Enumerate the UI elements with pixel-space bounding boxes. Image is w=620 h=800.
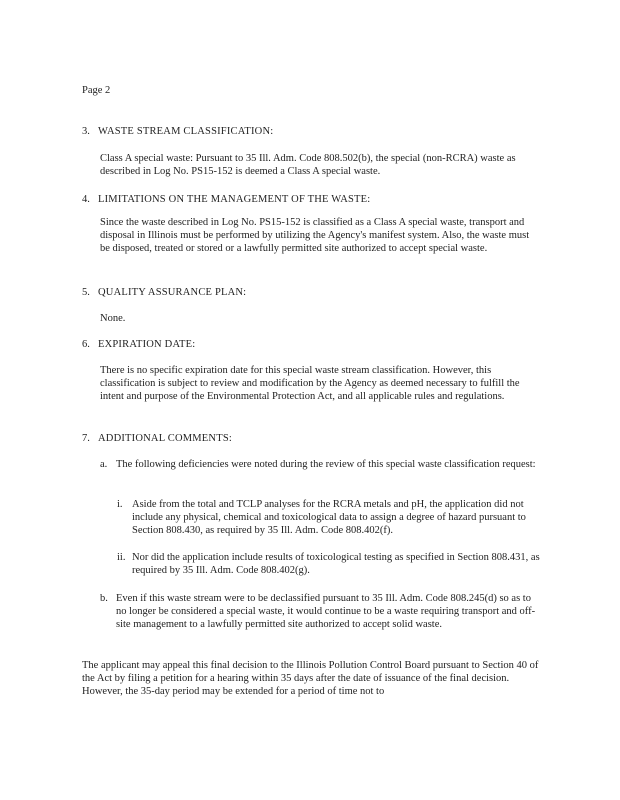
list-item-label: a.	[100, 459, 108, 470]
section-number: 4.	[82, 194, 90, 205]
section-number: 3.	[82, 126, 90, 137]
section-number: 6.	[82, 339, 90, 350]
list-item-label: b.	[100, 593, 108, 604]
section-title: WASTE STREAM CLASSIFICATION:	[98, 126, 274, 137]
list-item-label: i.	[117, 499, 123, 510]
section-title: QUALITY ASSURANCE PLAN:	[98, 287, 247, 298]
section-5-body: None.	[100, 313, 126, 324]
section-number: 5.	[82, 287, 90, 298]
section-6-body: There is no specific expiration date for this special waste stream classification. However, this classification is subject to review and modification by the Agency as deemed necessary to fulfill the intent and purpose of the Environmental Protection Act, and all applicable rules and regulations.	[100, 365, 520, 402]
section-title: LIMITATIONS ON THE MANAGEMENT OF THE WASTE:	[98, 194, 371, 205]
section-number: 7.	[82, 433, 90, 444]
section-4-body: Since the waste described in Log No. PS15-152 is classified as a Class A special waste, transport and disposal in Illinois must be performed by utilizing the Agency's manifest system. Also, the waste must be disposed, treated or stored or a lawfully permitted site authorized to accept special waste.	[100, 217, 530, 254]
list-item-text: Aside from the total and TCLP analyses for the RCRA metals and pH, the application did not include any physical, chemical and toxicological data to assign a degree of hazard pursuant to Section 808.430, as required by 35 Ill. Adm. Code 808.402(f).	[132, 499, 526, 536]
page-number: Page 2	[82, 85, 111, 96]
list-item-text: The following deficiencies were noted during the review of this special waste classification request:	[116, 459, 536, 470]
list-item-label: ii.	[117, 552, 126, 563]
list-item-text: Nor did the application include results of toxicological testing as specified in Section 808.431, as required by 35 Ill. Adm. Code 808.402(g).	[132, 552, 540, 576]
section-3-body: Class A special waste: Pursuant to 35 Ill. Adm. Code 808.502(b), the special (non-RCRA) waste as described in Log No. PS15-152 is deemed a Class A special waste.	[100, 153, 516, 177]
section-title: ADDITIONAL COMMENTS:	[98, 433, 232, 444]
list-item-text: Even if this waste stream were to be declassified pursuant to 35 Ill. Adm. Code 808.245(d) so as to no longer be considered a special waste, it would continue to be a waste requiring transport and off-site management to a lawfully permitted site authorized to accept solid waste.	[116, 593, 536, 630]
section-title: EXPIRATION DATE:	[98, 339, 196, 350]
closing-paragraph: The applicant may appeal this final decision to the Illinois Pollution Control Board pursuant to Section 40 of the Act by filing a petition for a hearing within 35 days after the date of issuance of the final decision. However, the 35-day period may be extended for a period of time not to	[82, 660, 539, 697]
